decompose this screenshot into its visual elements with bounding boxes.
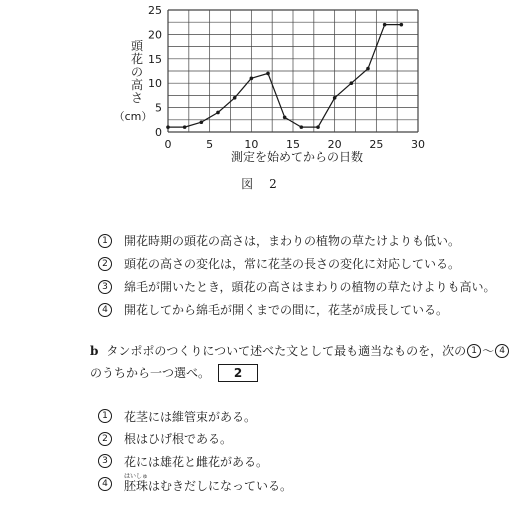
- data-point: [316, 125, 320, 129]
- series-line: [168, 25, 401, 128]
- question-a-options: [98, 229, 496, 321]
- ruby-term: 胚珠はいしゅ: [124, 473, 149, 494]
- x-tick-label: 5: [206, 138, 214, 151]
- option-text: 花茎には維管束がある。: [124, 409, 257, 424]
- data-point: [250, 77, 254, 81]
- range-separator: ～: [482, 344, 495, 358]
- data-point: [283, 116, 287, 120]
- option-a-1[interactable]: [98, 229, 496, 252]
- option-number: 4: [98, 303, 112, 317]
- option-b-3[interactable]: [98, 450, 292, 473]
- y-axis-label-char: 花: [130, 52, 144, 66]
- option-text: 綿毛が開いたとき，頭花の高さはまわりの植物の草たけよりも高い。: [124, 280, 496, 294]
- range-from-number: 1: [467, 344, 481, 358]
- y-axis-label-char: 頭: [130, 39, 144, 53]
- y-axis-label-char: さ: [130, 91, 144, 105]
- data-point: [266, 72, 270, 76]
- y-tick-label: 5: [155, 101, 162, 115]
- question-text: タンポポのつくりについて述べた文として最も適当なものを，次の: [106, 344, 467, 358]
- y-tick-label: 0: [155, 126, 162, 139]
- y-tick-label: 20: [148, 28, 162, 42]
- option-number: 2: [98, 257, 112, 271]
- data-point: [350, 81, 354, 85]
- x-tick-label: 20: [327, 138, 342, 151]
- option-a-3[interactable]: [98, 275, 496, 298]
- data-point: [233, 96, 237, 100]
- data-point: [383, 23, 387, 27]
- data-point: [333, 96, 337, 100]
- data-point: [216, 111, 220, 115]
- range-to-number: 4: [495, 344, 509, 358]
- option-text: 花には雄花と雌花がある。: [124, 454, 269, 469]
- option-text: 開花時期の頭花の高さは，まわりの植物の草たけよりも低い。: [124, 234, 461, 248]
- data-point: [200, 120, 204, 124]
- option-b-4[interactable]: [98, 473, 292, 496]
- question-b: [90, 340, 510, 384]
- option-number: 1: [98, 409, 112, 423]
- option-b-2[interactable]: [98, 428, 292, 451]
- option-number: 3: [98, 454, 112, 468]
- y-axis-label-char: 高: [130, 78, 144, 92]
- option-number: 4: [98, 477, 112, 491]
- option-text: 開花してから綿毛が開くまでの間に，花茎が成長している。: [124, 303, 449, 317]
- y-axis-unit: （cm）: [113, 110, 153, 123]
- y-tick-label: 15: [148, 52, 162, 66]
- option-number: 1: [98, 234, 112, 248]
- data-point: [400, 23, 404, 27]
- chart-ticks: [148, 4, 425, 151]
- y-tick-label: 10: [148, 77, 162, 91]
- option-text: 頭花の高さの変化は，常に花茎の長さの変化に対応している。: [124, 257, 461, 271]
- data-point: [300, 125, 304, 129]
- data-point: [366, 67, 370, 71]
- option-a-2[interactable]: [98, 252, 496, 275]
- x-tick-label: 0: [164, 138, 172, 151]
- question-label: b: [90, 344, 99, 358]
- x-tick-label: 25: [369, 138, 384, 151]
- option-text: 根はひげ根である。: [124, 432, 233, 447]
- option-text: 胚珠はいしゅはむきだしになっている。: [124, 473, 293, 494]
- question-b-line-1: [90, 340, 510, 362]
- x-tick-label: 30: [411, 138, 425, 151]
- chart-series: [166, 23, 403, 129]
- question-b-options: [98, 405, 292, 495]
- option-number: 2: [98, 432, 112, 446]
- y-tick-label: 25: [148, 4, 162, 17]
- figure-caption: 図 2: [241, 177, 279, 191]
- question-b-line-2: [90, 362, 510, 384]
- answer-box[interactable]: 2: [218, 364, 258, 382]
- x-tick-label: 10: [244, 138, 259, 151]
- y-axis-label: [114, 39, 153, 123]
- chart-grid: [168, 10, 418, 132]
- height-line-chart: [0, 0, 520, 200]
- x-axis-label: 測定を始めてからの日数: [230, 150, 364, 164]
- question-text-2: のうちから一つ選べ。: [90, 366, 211, 380]
- data-point: [183, 125, 187, 129]
- option-number: 3: [98, 280, 112, 294]
- y-axis-label-char: の: [130, 65, 144, 79]
- x-tick-label: 15: [286, 138, 300, 151]
- option-b-1[interactable]: [98, 405, 292, 428]
- data-point: [166, 125, 170, 129]
- option-a-4[interactable]: [98, 298, 496, 321]
